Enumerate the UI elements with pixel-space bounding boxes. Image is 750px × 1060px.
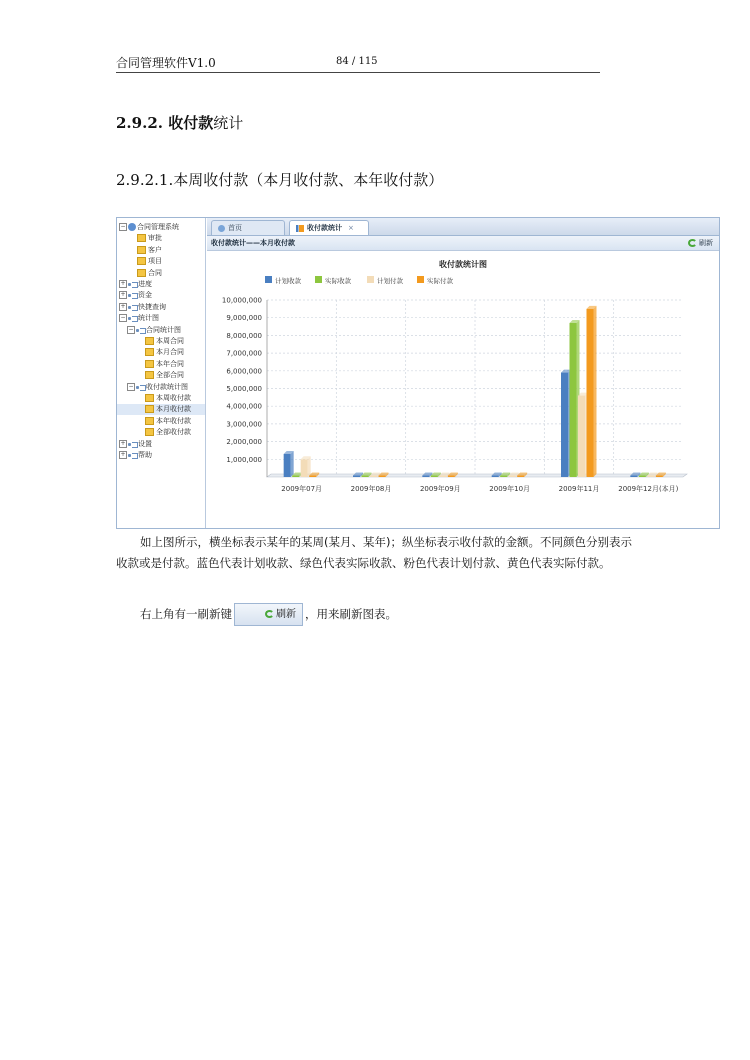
collapse-icon[interactable]: −	[120, 223, 126, 230]
x-tick-label: 2009年10月	[489, 485, 531, 493]
folder-icon	[145, 405, 154, 413]
bar	[301, 459, 308, 477]
refresh-icon	[265, 610, 274, 618]
folder-icon	[137, 257, 146, 265]
legend-label: 计划收款	[275, 277, 301, 285]
close-icon[interactable]: ×	[348, 224, 354, 232]
home-icon	[218, 225, 225, 232]
folder-icon	[137, 269, 146, 277]
panel-header	[207, 236, 719, 251]
tree-item[interactable]	[117, 347, 205, 358]
section-title	[116, 112, 243, 133]
tree-item-label: 快捷查询	[138, 302, 166, 311]
tree-item-label: 项目	[148, 257, 162, 266]
tree-item[interactable]	[117, 290, 205, 301]
expand-icon[interactable]: +	[120, 439, 126, 447]
bar	[639, 476, 646, 478]
folder-icon	[145, 371, 154, 379]
refresh-button-image-label: 刷新	[276, 609, 296, 620]
bar	[517, 476, 524, 478]
bar	[370, 476, 377, 478]
y-tick-label: 1,000,000	[226, 455, 262, 464]
collapse-icon[interactable]: −	[128, 382, 134, 390]
legend-swatch	[315, 276, 322, 283]
chart-floor	[267, 474, 687, 477]
bar	[492, 476, 499, 478]
tree-item-label: 设置	[138, 439, 152, 448]
tree-item[interactable]	[117, 382, 205, 393]
y-tick-label: 2,000,000	[226, 438, 262, 447]
main-panel	[207, 218, 719, 528]
y-tick-label: 9,000,000	[226, 314, 262, 323]
bar	[561, 373, 568, 477]
y-tick-label: 10,000,000	[221, 296, 262, 305]
tree-item-label: 全部收付款	[156, 428, 191, 437]
bar-side	[291, 451, 294, 477]
tree-item[interactable]	[117, 336, 205, 347]
page-number: 84 / 115	[336, 56, 378, 67]
x-tick-label: 2009年07月	[281, 485, 323, 493]
bar	[309, 476, 316, 478]
tree-item[interactable]	[117, 427, 205, 438]
y-tick-label: 3,000,000	[226, 420, 262, 429]
y-tick-label: 6,000,000	[226, 367, 262, 376]
bar	[570, 323, 577, 477]
chart-area	[207, 252, 719, 528]
tree-item[interactable]	[117, 359, 205, 370]
tree-item-label: 合同管理系统	[137, 223, 179, 231]
collapse-icon[interactable]: −	[128, 325, 134, 333]
paragraph-description: 如上图所示，横坐标表示某年的某周(某月、某年)；纵坐标表示收付款的金额。不同颜色分别表示收款或是付款。蓝色代表计划收款、绿色代表实际收款、粉色代表计划付款、黄色代表实际付款。	[116, 535, 632, 570]
x-tick-label: 2009年11月	[558, 485, 600, 493]
section-number: 2.9.2.	[116, 114, 163, 132]
panel-title: 收付款统计——本月收付款	[211, 239, 295, 247]
tree-item[interactable]	[117, 302, 205, 313]
collapse-icon[interactable]: −	[120, 314, 126, 322]
chart-svg	[207, 252, 719, 528]
y-tick-label: 4,000,000	[226, 402, 262, 411]
folder-icon	[145, 360, 154, 368]
tree-item[interactable]	[117, 325, 205, 336]
tree-item[interactable]	[117, 222, 205, 233]
tree-item[interactable]	[117, 313, 205, 324]
tree-item-label: 帮助	[138, 451, 152, 459]
tree-item[interactable]	[117, 404, 205, 415]
tree-item-label: 本周收付款	[156, 394, 191, 402]
tree-item[interactable]	[117, 233, 205, 244]
tree-item[interactable]	[117, 450, 205, 461]
tree-item-label: 资金	[138, 291, 152, 300]
tree-item-label: 合同统计图	[146, 325, 181, 334]
tree-item[interactable]	[117, 268, 205, 279]
header-divider	[116, 72, 600, 73]
bar	[509, 476, 516, 478]
bar	[587, 309, 594, 477]
y-tick-label: 8,000,000	[226, 331, 262, 340]
folder-icon	[145, 337, 154, 345]
header-title: 合同管理软件V1.0	[116, 56, 216, 70]
y-tick-label: 7,000,000	[226, 349, 262, 358]
bar	[422, 476, 429, 478]
paragraph-refresh	[116, 603, 397, 626]
globe-icon	[128, 223, 136, 231]
tree-item-label: 本年合同	[156, 359, 184, 368]
tree-node-icon	[128, 441, 137, 447]
tree-node-icon	[128, 315, 137, 321]
tree-item-label: 合同	[148, 268, 162, 277]
legend-label: 实际付款	[427, 277, 453, 285]
tree-item-label: 收付款统计图	[146, 382, 188, 391]
navigation-tree	[117, 218, 206, 528]
folder-icon	[137, 234, 146, 242]
tree-item-label: 本周合同	[156, 337, 184, 345]
legend-label: 实际收款	[325, 277, 351, 285]
bar	[578, 396, 585, 477]
tab-stats-label: 收付款统计	[307, 224, 342, 232]
bar-side	[308, 456, 311, 477]
tree-item-label: 本月合同	[156, 348, 184, 357]
tree-item-label: 本年收付款	[156, 416, 191, 425]
chart-icon	[296, 225, 304, 232]
bar	[292, 476, 299, 478]
tree-node-icon	[128, 281, 137, 287]
tab-home-label: 首页	[228, 224, 242, 232]
tree-item-label: 全部合同	[156, 371, 184, 380]
chart-title: 收付款统计图	[439, 260, 487, 269]
expand-icon[interactable]: +	[120, 302, 126, 310]
tree-item[interactable]	[117, 279, 205, 290]
bar	[500, 476, 507, 478]
bar	[379, 476, 386, 478]
bar	[647, 476, 654, 478]
tree-node-icon	[136, 384, 145, 390]
folder-icon	[145, 417, 154, 425]
bar	[362, 476, 369, 478]
tree-item-label: 本月收付款	[156, 405, 191, 414]
expand-icon[interactable]: +	[120, 451, 126, 458]
tree-node-icon	[128, 452, 137, 458]
tab-stats[interactable]	[289, 220, 369, 235]
x-tick-label: 2009年09月	[419, 485, 461, 493]
refresh-label: 刷新	[699, 239, 713, 247]
refresh-icon	[688, 239, 697, 247]
bar	[448, 476, 455, 478]
tree-item-label: 审批	[148, 234, 162, 243]
paragraph-refresh-after: ，用来刷新图表。	[305, 607, 397, 621]
tree-item[interactable]	[117, 370, 205, 381]
tree-item[interactable]	[117, 256, 205, 267]
tree-item[interactable]	[117, 416, 205, 427]
bar	[439, 476, 446, 478]
folder-icon	[145, 394, 154, 402]
bar	[353, 476, 360, 478]
legend-label: 计划付款	[377, 277, 403, 285]
bar-side	[594, 306, 597, 477]
tree-item-label: 客户	[148, 245, 162, 254]
x-tick-label: 2009年12月(本月)	[618, 485, 679, 493]
tree-node-icon	[136, 327, 145, 333]
legend-swatch	[417, 276, 424, 283]
tree-item-label: 进度	[138, 280, 152, 288]
folder-icon	[145, 348, 154, 356]
app-screenshot	[116, 217, 720, 529]
legend-swatch	[265, 276, 272, 283]
folder-icon	[145, 428, 154, 436]
bar	[431, 476, 438, 478]
y-tick-label: 5,000,000	[226, 385, 262, 393]
x-tick-label: 2009年08月	[350, 485, 392, 493]
legend-swatch	[367, 276, 374, 283]
bar	[630, 476, 637, 478]
tree-node-icon	[128, 304, 137, 310]
refresh-button-image	[234, 603, 303, 626]
tree-item[interactable]	[117, 245, 205, 256]
tree-item-label: 统计图	[138, 314, 159, 323]
bar	[656, 476, 663, 478]
refresh-button[interactable]	[688, 236, 713, 250]
tree-item[interactable]	[117, 393, 205, 404]
tree-item[interactable]	[117, 439, 205, 450]
paragraph-refresh-before: 右上角有一刷新键	[140, 607, 232, 621]
tree-node-icon	[128, 292, 137, 298]
expand-icon[interactable]: +	[120, 280, 126, 287]
section-title-bold: 收付款	[168, 114, 214, 132]
expand-icon[interactable]: +	[120, 291, 126, 299]
tab-bar	[207, 218, 719, 236]
folder-icon	[137, 246, 146, 254]
subsection-title: 2.9.2.1.本周收付款（本月收付款、本年收付款）	[116, 171, 444, 189]
tab-home[interactable]	[211, 220, 285, 235]
bar	[284, 454, 291, 477]
section-title-light: 统计	[213, 114, 244, 132]
